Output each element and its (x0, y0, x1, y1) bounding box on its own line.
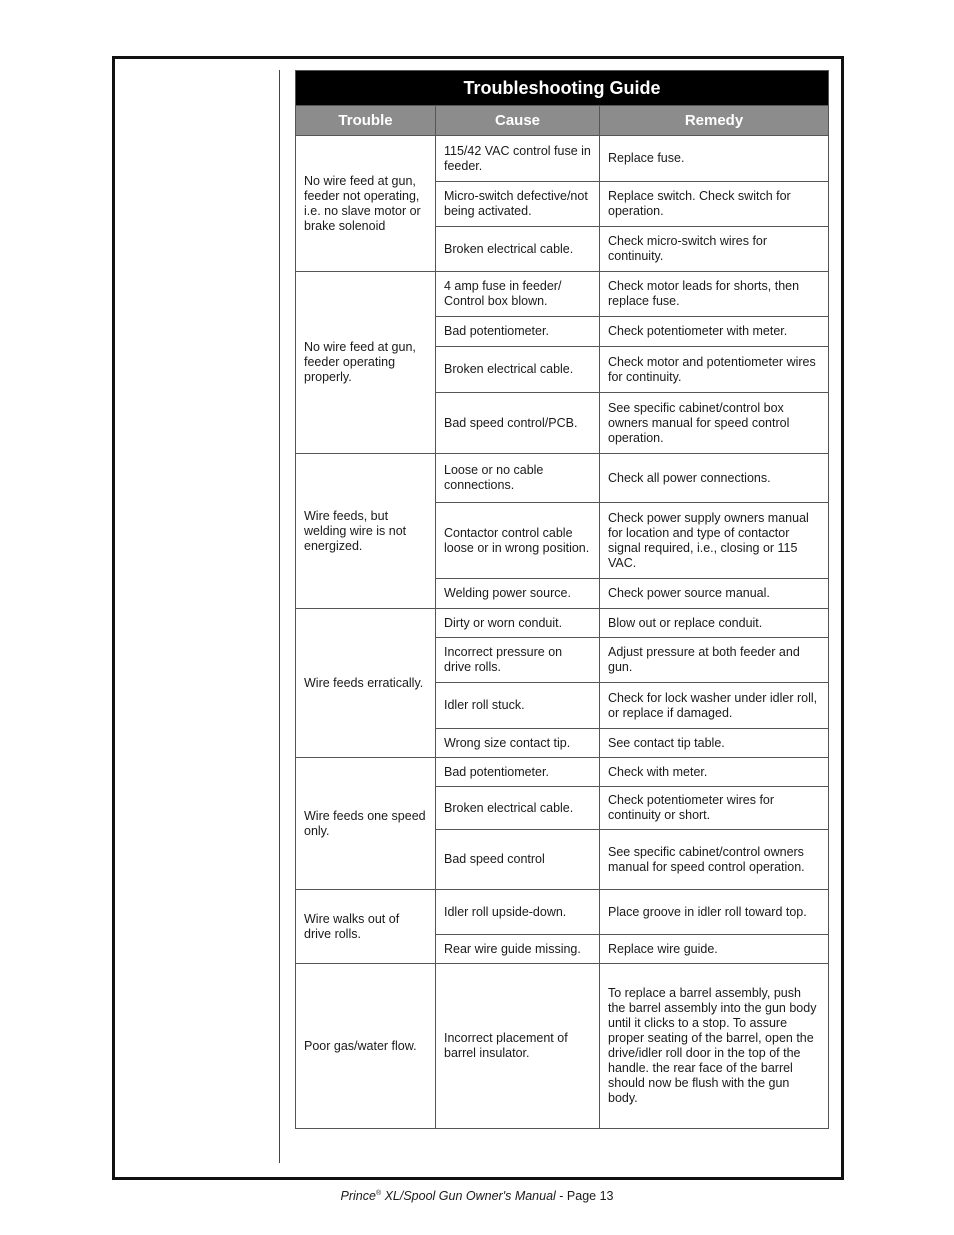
cause-cell: 115/42 VAC control fuse in feeder. (436, 136, 600, 182)
remedy-cell: Adjust pressure at both feeder and gun. (600, 638, 829, 683)
table-row (296, 890, 829, 935)
remedy-cell: Check power source manual. (600, 579, 829, 609)
remedy-cell: See contact tip table. (600, 729, 829, 758)
trouble-cell: Wire walks out of drive rolls. (296, 890, 436, 964)
cause-cell: Wrong size contact tip. (436, 729, 600, 758)
cause-cell: Contactor control cable loose or in wrong position. (436, 503, 600, 579)
column-header-trouble: Trouble (296, 106, 436, 136)
remedy-cell: Check potentiometer wires for continuity or short. (600, 787, 829, 830)
cause-cell: Incorrect placement of barrel insulator. (436, 964, 600, 1129)
cause-cell: Bad speed control/PCB. (436, 393, 600, 454)
cause-cell: 4 amp fuse in feeder/ Control box blown. (436, 272, 600, 317)
cause-cell: Micro-switch defective/not being activated. (436, 182, 600, 227)
table-row (296, 136, 829, 182)
remedy-cell: To replace a barrel assembly, push the barrel assembly into the gun body until it clicks to a stop. To assure proper seating of the barrel, open the drive/idler roll door in the top of the handle. the rear face of the barrel should now be flush with the gun body. (600, 964, 829, 1129)
trouble-cell: Wire feeds one speed only. (296, 758, 436, 890)
remedy-cell: Check with meter. (600, 758, 829, 787)
trouble-cell: No wire feed at gun, feeder operating properly. (296, 272, 436, 454)
cause-cell: Idler roll stuck. (436, 683, 600, 729)
footer-registered-mark: ® (375, 1189, 382, 1197)
footer-manual-title: XL/Spool Gun Owner's Manual (381, 1189, 556, 1203)
cause-cell: Bad potentiometer. (436, 758, 600, 787)
remedy-cell: Check for lock washer under idler roll, or replace if damaged. (600, 683, 829, 729)
cause-cell: Rear wire guide missing. (436, 935, 600, 964)
trouble-cell: Wire feeds erratically. (296, 609, 436, 758)
trouble-cell: Poor gas/water flow. (296, 964, 436, 1129)
column-header-remedy: Remedy (600, 106, 829, 136)
remedy-cell: Place groove in idler roll toward top. (600, 890, 829, 935)
remedy-cell: Check potentiometer with meter. (600, 317, 829, 347)
footer-brand: Prince (340, 1189, 376, 1203)
cause-cell: Bad speed control (436, 830, 600, 890)
cause-cell: Broken electrical cable. (436, 787, 600, 830)
remedy-cell: See specific cabinet/control box owners manual for speed control operation. (600, 393, 829, 454)
remedy-cell: Check motor and potentiometer wires for continuity. (600, 347, 829, 393)
page-footer (0, 1189, 954, 1203)
remedy-cell: Check micro-switch wires for continuity. (600, 227, 829, 272)
cause-cell: Loose or no cable connections. (436, 454, 600, 503)
margin-rule (279, 70, 280, 1163)
remedy-cell: Replace wire guide. (600, 935, 829, 964)
footer-page-number: - Page 13 (555, 1189, 614, 1203)
cause-cell: Bad potentiometer. (436, 317, 600, 347)
remedy-cell: Blow out or replace conduit. (600, 609, 829, 638)
table-title: Troubleshooting Guide (296, 71, 829, 106)
trouble-cell: Wire feeds, but welding wire is not energized. (296, 454, 436, 609)
remedy-cell: Check power supply owners manual for location and type of contactor signal required, i.e., closing or 115 VAC. (600, 503, 829, 579)
remedy-cell: Check motor leads for shorts, then replace fuse. (600, 272, 829, 317)
trouble-cell: No wire feed at gun, feeder not operating, i.e. no slave motor or brake solenoid (296, 136, 436, 272)
table-row (296, 454, 829, 503)
troubleshooting-table (295, 70, 829, 1129)
cause-cell: Dirty or worn conduit. (436, 609, 600, 638)
cause-cell: Welding power source. (436, 579, 600, 609)
table-row (296, 758, 829, 787)
table-row (296, 609, 829, 638)
cause-cell: Broken electrical cable. (436, 227, 600, 272)
cause-cell: Incorrect pressure on drive rolls. (436, 638, 600, 683)
remedy-cell: Replace fuse. (600, 136, 829, 182)
cause-cell: Broken electrical cable. (436, 347, 600, 393)
cause-cell: Idler roll upside-down. (436, 890, 600, 935)
table-row (296, 272, 829, 317)
column-header-cause: Cause (436, 106, 600, 136)
remedy-cell: Check all power connections. (600, 454, 829, 503)
remedy-cell: Replace switch. Check switch for operation. (600, 182, 829, 227)
remedy-cell: See specific cabinet/control owners manual for speed control operation. (600, 830, 829, 890)
table-row (296, 964, 829, 1129)
